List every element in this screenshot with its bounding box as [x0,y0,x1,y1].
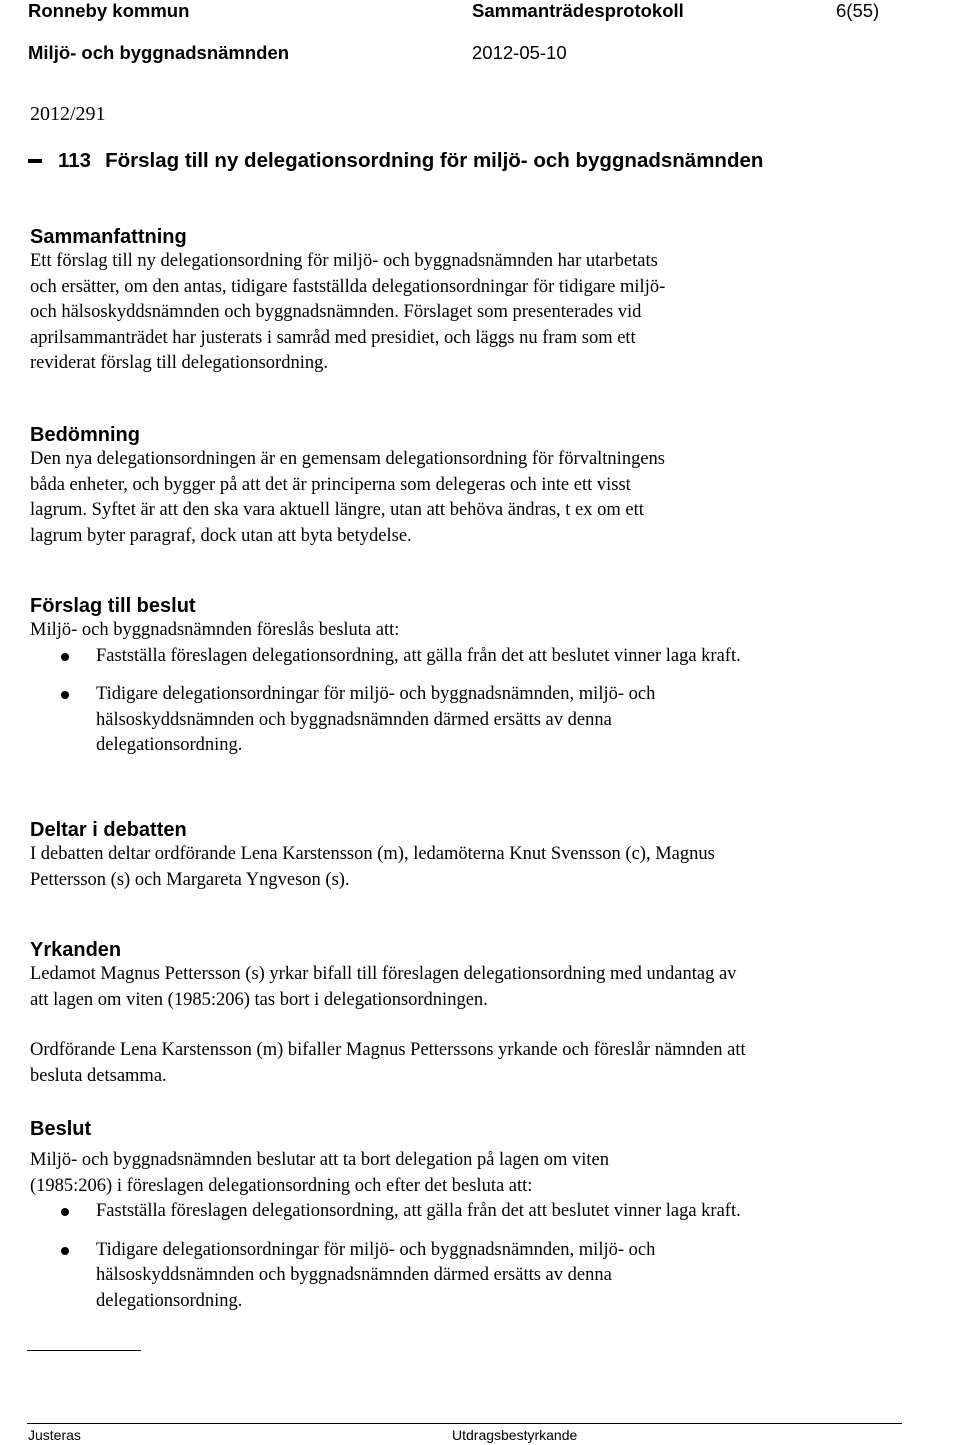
footer-utdragsbestyrkande: Utdragsbestyrkande [452,1427,578,1443]
assessment-line: lagrum. Syftet är att den ska vara aktuell längre, utan att behöva ändras, t ex om ett [30,500,644,520]
bullet-icon [61,653,69,661]
proposal-list [30,644,930,759]
bullet-icon [61,1247,69,1255]
proposal-heading: Förslag till beslut [30,595,196,617]
assessment-section [30,423,930,549]
proposal-item-line: hälsoskyddsnämnden och byggnadsnämnden därmed ersätts av denna [96,709,612,730]
footer-divider [27,1423,902,1424]
proposal-section [30,594,930,759]
debate-line: Pettersson (s) och Margareta Yngveson (s). [30,869,350,890]
decision-item-line: Tidigare delegationsordningar för miljö- och byggnadsnämnden, miljö- och [96,1239,656,1260]
motions-section [30,938,930,1089]
org-name: Ronneby kommun [28,0,190,21]
debate-heading: Deltar i debatten [30,819,187,841]
decision-item [30,1199,930,1225]
motion-line: att lagen om viten (1985:206) tas bort i delegationsordningen. [30,989,488,1010]
summary-line: reviderat förslag till delegationsordning. [30,353,328,373]
page-number: 6(55) [836,0,880,21]
proposal-item [30,682,930,759]
assessment-heading: Bedömning [30,424,140,446]
assessment-line: Den nya delegationsordningen är en gemensam delegationsordning för förvaltningens [30,449,665,469]
item-title [28,148,763,174]
proposal-item-line: Tidigare delegationsordningar för miljö- och byggnadsnämnden, miljö- och [96,684,656,704]
decision-item [30,1238,930,1315]
decision-item-line: Fastställa föreslagen delegationsordning, att gälla från det att beslutet vinner laga kraft. [96,1201,741,1221]
item-number: 113 [58,149,92,172]
proposal-intro: Miljö- och byggnadsnämnden föreslås besluta att: [30,620,400,640]
motion-line: Ledamot Magnus Pettersson (s) yrkar bifall till föreslagen delegationsordning med undantag av [30,964,737,984]
summary-line: aprilsammanträdet har justerats i samråd med presidiet, och läggs nu fram som ett [30,327,636,348]
committee-name: Miljö- och byggnadsnämnden [28,42,290,63]
motions-heading: Yrkanden [30,939,122,961]
decision-item-line: delegationsordning. [96,1290,243,1311]
summary-line: och ersätter, om den antas, tidigare fastställda delegationsordningar för tidigare miljö- [30,276,666,297]
signature-line [27,1350,141,1351]
summary-line: Ett förslag till ny delegationsordning för miljö- och byggnadsnämnden har utarbetats [30,251,658,271]
meeting-date: 2012-05-10 [472,42,567,63]
assessment-line: båda enheter, och bygger på att det är principerna som delegeras och inte ett visst [30,474,631,495]
motion-line: besluta detsamma. [30,1065,167,1086]
summary-heading: Sammanfattning [30,226,187,248]
decision-intro-line: (1985:206) i föreslagen delegationsordning och efter det besluta att: [30,1175,533,1196]
footer-justeras: Justeras [28,1427,81,1443]
decision-heading: Beslut [30,1118,92,1140]
summary-section [30,225,930,377]
summary-line: och hälsoskyddsnämnden och byggnadsnämnden. Förslaget som presenterades vid [30,302,642,322]
decision-list [30,1199,930,1314]
proposal-item [30,644,930,670]
item-title-text: Förslag till ny delegationsordning för miljö- och byggnadsnämnden [105,149,764,172]
case-reference: 2012/291 [30,103,106,125]
debate-line: I debatten deltar ordförande Lena Karstensson (m), ledamöterna Knut Svensson (c), Magnus [30,844,715,864]
bullet-icon [61,1208,69,1216]
motion-line: Ordförande Lena Karstensson (m) bifaller Magnus Petterssons yrkande och föreslår nämnden att [30,1040,746,1060]
bullet-icon [61,691,69,699]
proposal-item-line: delegationsordning. [96,735,243,755]
decision-intro-line: Miljö- och byggnadsnämnden beslutar att ta bort delegation på lagen om viten [30,1150,610,1170]
document-type: Sammanträdesprotokoll [472,0,684,21]
debate-section [30,818,930,893]
proposal-item-line: Fastställa föreslagen delegationsordning, att gälla från det att beslutet vinner laga kraft. [96,645,741,666]
decision-item-line: hälsoskyddsnämnden och byggnadsnämnden därmed ersätts av denna [96,1265,612,1285]
decision-section [30,1117,930,1314]
assessment-line: lagrum byter paragraf, dock utan att byta betydelse. [30,525,412,546]
dash-icon [28,159,42,163]
